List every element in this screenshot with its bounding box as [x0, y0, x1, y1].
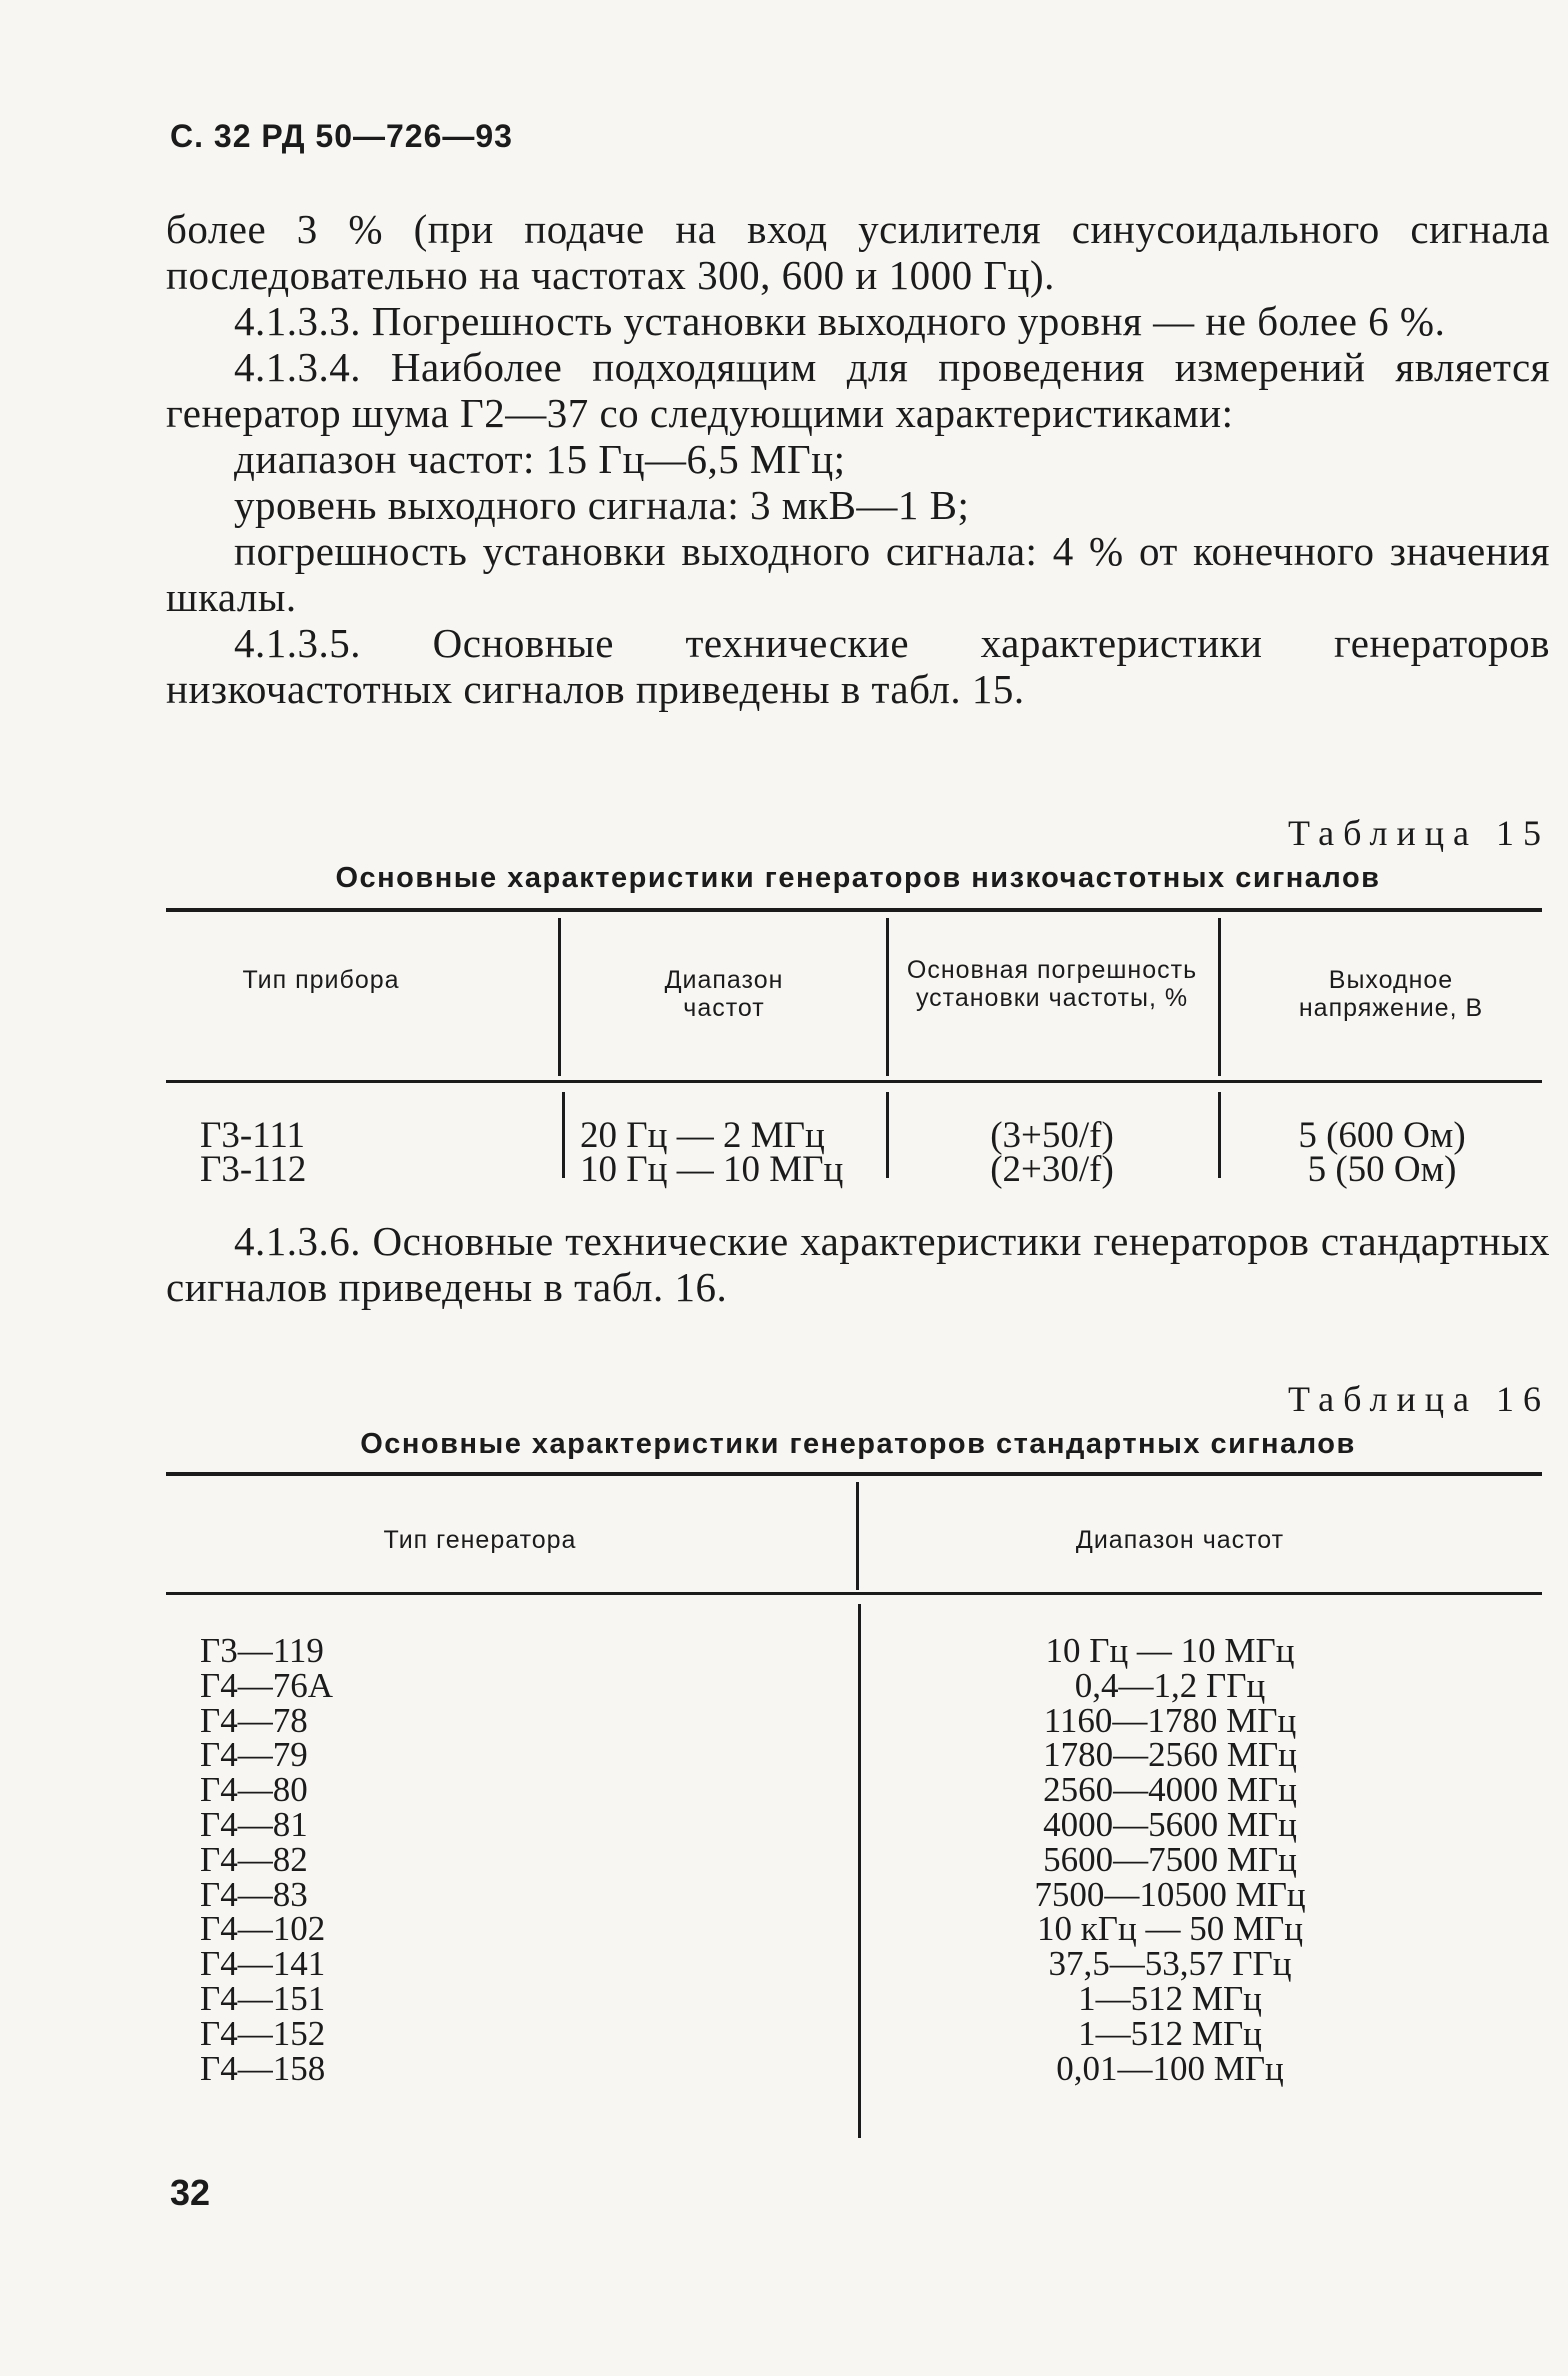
table-16-title: Основные характеристики генераторов стандартных сигналов: [360, 1428, 1356, 1460]
table-16-header-rule: [166, 1592, 1542, 1595]
table-15-cell: Г3-112: [200, 1149, 307, 1190]
table-15-header-range: Диапазон частот: [664, 966, 784, 1022]
table-16-header-range: Диапазон частот: [1075, 1526, 1285, 1554]
table-15-top-rule: [166, 908, 1542, 912]
spec-output-error: погрешность установки выходного сигнала: 4 % от конечного значения шкалы.: [166, 528, 1550, 620]
table-15-cell: 10 Гц — 10 МГц: [580, 1149, 844, 1190]
table-15-cell: Г3-111: [200, 1115, 305, 1156]
table-16-divider: [856, 1482, 859, 1590]
table-15-header-type: Тип прибора: [242, 966, 400, 994]
table-15-divider: [1218, 918, 1221, 1076]
table-15-divider: [886, 1092, 889, 1178]
table-15-divider: [886, 918, 889, 1076]
table-15-title: Основные характеристики генераторов низкочастотных сигналов: [335, 862, 1381, 894]
paragraph-4-1-3-4: 4.1.3.4. Наиболее подходящим для проведения измерений является генератор шума Г2—37 со следующими характеристиками:: [166, 344, 1550, 436]
table-16-type-column: Г3—119 Г4—76А Г4—78 Г4—79 Г4—80 Г4—81 Г4—82 Г4—83 Г4—102 Г4—141 Г4—151 Г4—152 Г4—158: [200, 1631, 334, 2088]
body-text-middle: [166, 1218, 1550, 1310]
table-15-cell: (3+50/f): [990, 1115, 1114, 1156]
table-15-header-rule: [166, 1080, 1542, 1083]
table-16-label: Таблица 16: [1288, 1379, 1550, 1419]
paragraph-continuation: более 3 % (при подаче на вход усилителя синусоидального сигнала последовательно на частотах 300, 600 и 1000 Гц).: [166, 206, 1550, 298]
page-number: 32: [170, 2172, 211, 2213]
table-15-header-error: Основная погрешность установки частоты, %: [906, 956, 1198, 1012]
spec-frequency-range: диапазон частот: 15 Гц—6,5 МГц;: [234, 436, 846, 482]
body-text-top: [166, 206, 1550, 712]
paragraph-4-1-3-3: 4.1.3.3. Погрешность установки выходного уровня — не более 6 %.: [234, 298, 1446, 344]
paragraph-4-1-3-6: 4.1.3.6. Основные технические характеристики генераторов стандартных сигналов приведены в табл. 16.: [166, 1218, 1550, 1310]
table-15-divider: [562, 1092, 565, 1178]
paragraph-4-1-3-5: 4.1.3.5. Основные технические характеристики генераторов низкочастотных сигналов приведены в табл. 15.: [166, 620, 1550, 712]
spec-output-level: уровень выходного сигнала: 3 мкВ—1 В;: [234, 482, 970, 528]
table-15-cell: 5 (50 Ом): [1307, 1149, 1457, 1190]
table-15-cell: 20 Гц — 2 МГц: [580, 1115, 825, 1156]
table-15-header-voltage: Выходное напряжение, В: [1298, 966, 1484, 1022]
table-15-cell: 5 (600 Ом): [1298, 1115, 1466, 1156]
table-16-top-rule: [166, 1472, 1542, 1476]
table-16-range-column: 10 Гц — 10 МГц 0,4—1,2 ГГц 1160—1780 МГц 1780—2560 МГц 2560—4000 МГц 4000—5600 МГц 5600—7500 МГц 7500—10500 МГц 10 кГц — 50 МГц 37,5—53,57 ГГц 1—512 МГц 1—512 МГц 0,01—100 МГц: [1034, 1631, 1306, 2088]
table-15-cell: (2+30/f): [990, 1149, 1114, 1190]
table-15-label: Таблица 15: [1288, 813, 1550, 853]
table-16-divider: [858, 1604, 861, 2138]
running-head: С. 32 РД 50—726—93: [170, 118, 513, 154]
table-15-divider: [558, 918, 561, 1076]
table-16-header-type: Тип генератора: [383, 1526, 577, 1554]
table-15-divider: [1218, 1092, 1221, 1178]
